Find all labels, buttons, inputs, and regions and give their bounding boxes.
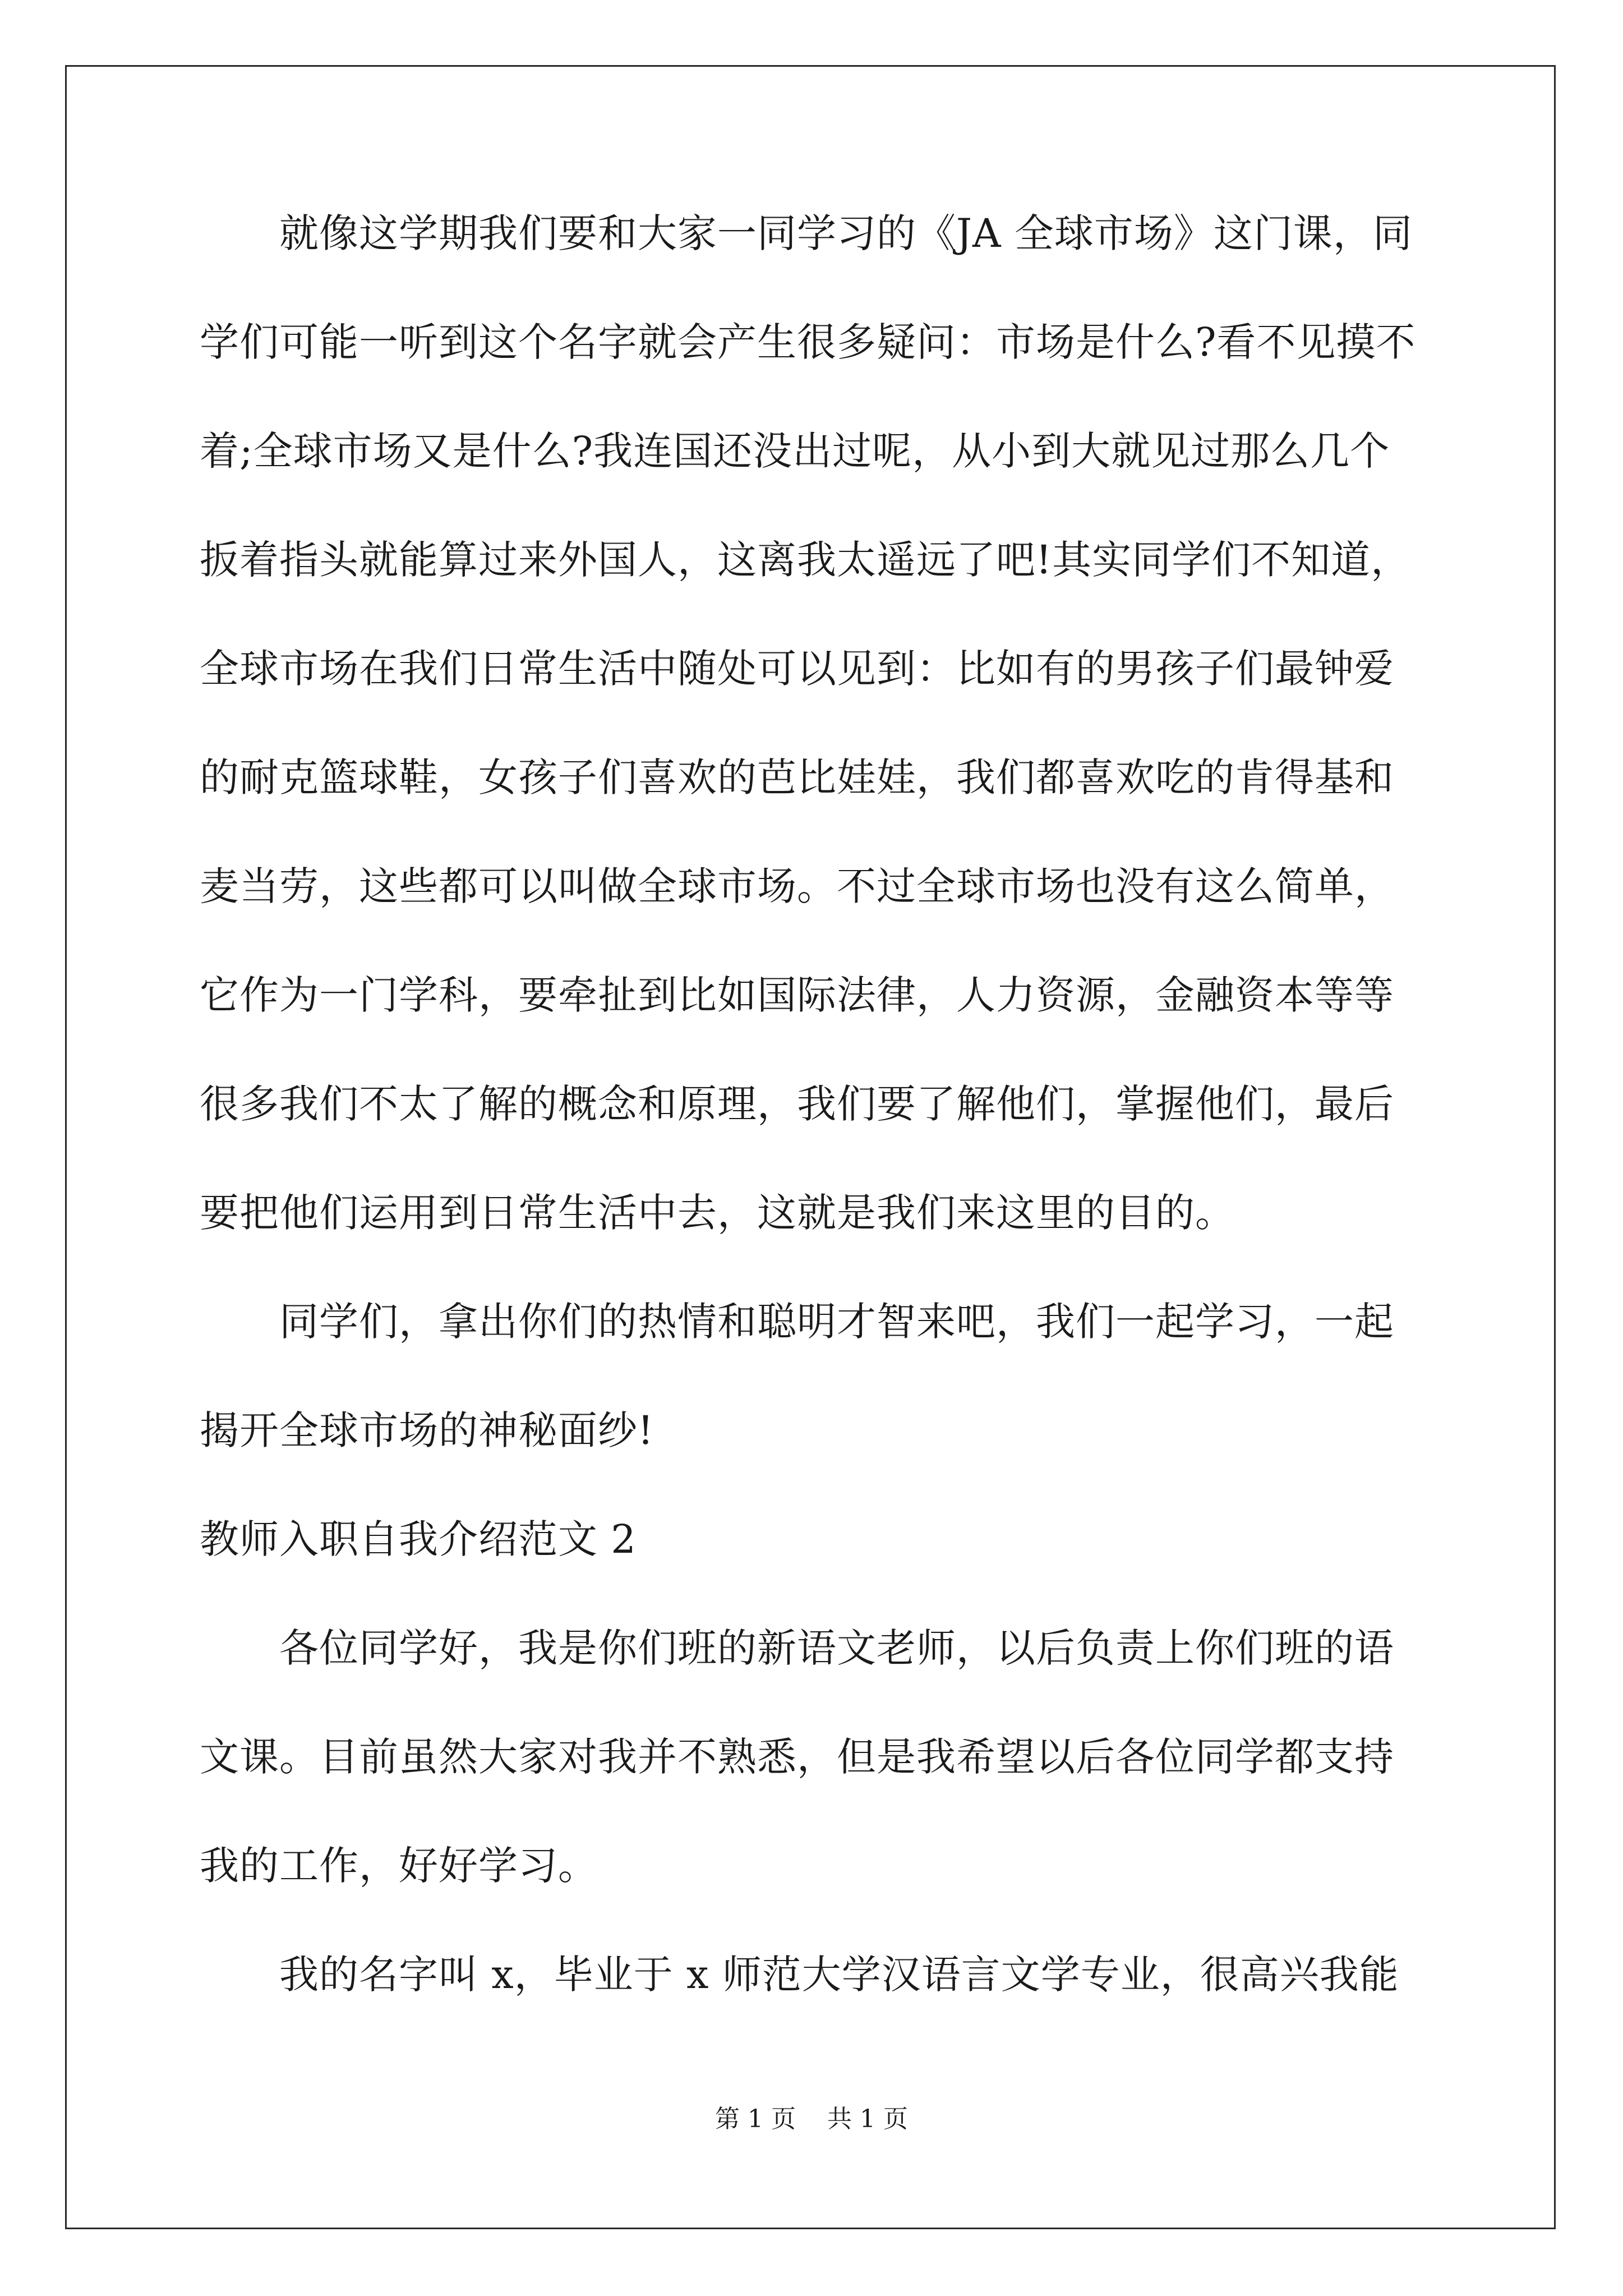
text-line: 的耐克篮球鞋，女孩子们喜欢的芭比娃娃，我们都喜欢吃的肯得基和 bbox=[200, 754, 1394, 800]
text-line: 着;全球市场又是什么?我连国还没出过呢，从小到大就见过那么几个 bbox=[200, 428, 1390, 474]
text-line: 很多我们不太了解的概念和原理，我们要了解他们，掌握他们，最后 bbox=[200, 1081, 1394, 1127]
text-line: 文课。目前虽然大家对我并不熟悉，但是我希望以后各位同学都支持 bbox=[200, 1734, 1394, 1780]
text-line: 要把他们运用到日常生活中去，这就是我们来这里的目的。 bbox=[200, 1190, 1235, 1236]
text-line: 它作为一门学科，要牵扯到比如国际法律，人力资源，金融资本等等 bbox=[200, 972, 1394, 1018]
section-heading: 教师入职自我介绍范文 2 bbox=[200, 1516, 637, 1562]
text-line: 揭开全球市场的神秘面纱! bbox=[200, 1407, 654, 1453]
text-line: 我的工作，好好学习。 bbox=[200, 1843, 598, 1889]
text-line: 同学们，拿出你们的热情和聪明才智来吧，我们一起学习，一起 bbox=[200, 1299, 1394, 1345]
text-line: 麦当劳，这些都可以叫做全球市场。不过全球市场也没有这么简单， bbox=[200, 863, 1394, 909]
text-line: 我的名字叫 x，毕业于 x 师范大学汉语言文学专业，很高兴我能 bbox=[200, 1952, 1399, 1998]
page-number-label: 第 1 页 共 1 页 bbox=[715, 2105, 908, 2133]
text-line: 就像这学期我们要和大家一同学习的《JA 全球市场》这门课，同 bbox=[200, 210, 1413, 256]
text-line: 扳着指头就能算过来外国人，这离我太遥远了吧!其实同学们不知道， bbox=[200, 537, 1411, 583]
page-footer bbox=[0, 2104, 1623, 2135]
text-line: 全球市场在我们日常生活中随处可以见到：比如有的男孩子们最钟爱 bbox=[200, 646, 1394, 692]
text-line: 各位同学好，我是你们班的新语文老师，以后负责上你们班的语 bbox=[200, 1625, 1394, 1671]
page-border bbox=[65, 65, 1556, 2229]
text-line: 学们可能一听到这个名字就会产生很多疑问：市场是什么?看不见摸不 bbox=[200, 319, 1416, 365]
